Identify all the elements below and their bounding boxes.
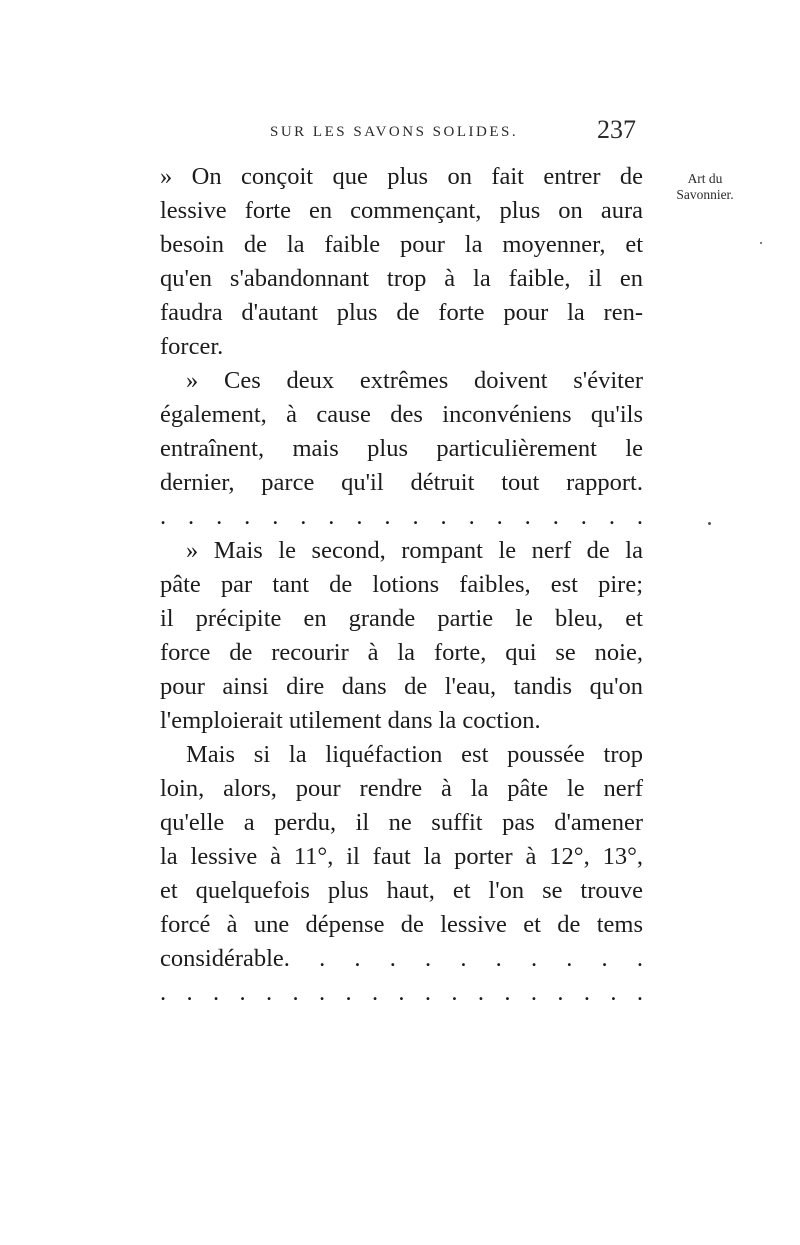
- text-line: » On conçoit que plus on fait entrer de: [160, 163, 643, 190]
- text-line: qu'elle a perdu, il ne suffit pas d'amener: [160, 809, 643, 836]
- text-line: forcer.: [160, 333, 224, 360]
- text-line: » Ces deux extrêmes doivent s'éviter: [186, 367, 643, 394]
- text-line: pour ainsi dire dans de l'eau, tandis qu'on: [160, 673, 643, 700]
- text-line: dernier, parce qu'il détruit tout rapport.: [160, 469, 643, 496]
- text-line: qu'en s'abandonnant trop à la faible, il en: [160, 265, 643, 292]
- running-head: SUR LES SAVONS SOLIDES.: [270, 124, 519, 140]
- text-line: loin, alors, pour rendre à la pâte le nerf: [160, 775, 643, 802]
- text-line: et quelquefois plus haut, et l'on se trouve: [160, 877, 643, 904]
- text-line: Mais si la liquéfaction est poussée trop: [186, 741, 643, 768]
- margin-note-line: Art du: [687, 171, 723, 186]
- text-line: pâte par tant de lotions faibles, est pire;: [160, 571, 643, 598]
- text-line: faudra d'autant plus de forte pour la ren-: [160, 299, 643, 326]
- body-text: [160, 160, 643, 1010]
- page-number: 237: [597, 115, 636, 144]
- text-line: également, à cause des inconvéniens qu'ils: [160, 401, 643, 428]
- text-line: besoin de la faible pour la moyenner, et: [160, 231, 643, 258]
- print-speck: [708, 522, 711, 525]
- text-line: force de recourir à la forte, qui se noie,: [160, 639, 643, 666]
- text-line: il précipite en grande partie le bleu, et: [160, 605, 643, 632]
- text-line: l'emploierait utilement dans la coction.: [160, 707, 541, 734]
- margin-note: [660, 171, 750, 203]
- text-line: la lessive à 11°, il faut la porter à 12°, 13°,: [160, 843, 643, 870]
- print-speck: [760, 242, 762, 244]
- text-line: lessive forte en commençant, plus on aura: [160, 197, 643, 224]
- text-line: » Mais le second, rompant le nerf de la: [186, 537, 643, 564]
- ellipsis-row: . . . . . . . . . . . . . . . . . . .: [160, 979, 643, 1006]
- margin-note-line: Savonnier.: [676, 187, 734, 202]
- ellipsis-row: . . . . . . . . . . . . . . . . . .: [160, 503, 643, 530]
- text-line: entraînent, mais plus particulièrement le: [160, 435, 643, 462]
- text-line: considérable. . . . . . . . . . .: [160, 945, 643, 972]
- text-line: forcé à une dépense de lessive et de tems: [160, 911, 643, 938]
